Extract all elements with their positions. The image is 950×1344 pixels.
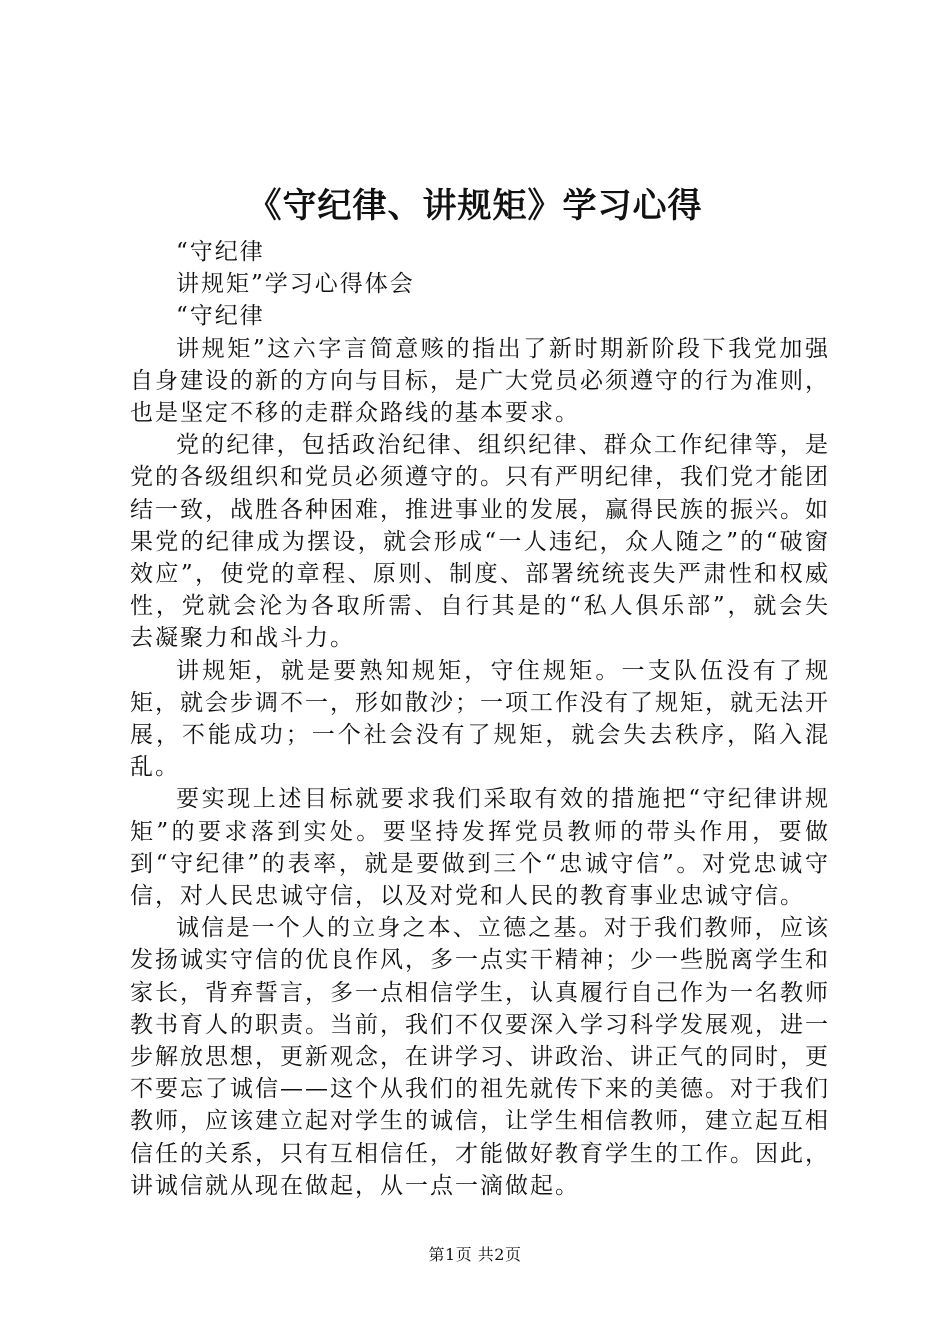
paragraph-1: “守纪律 (176, 239, 265, 265)
paragraph-7: 要实现上述目标就要求我们采取有效的措施把“守纪律讲规矩”的要求落到实处。要坚持发挥党员教师的带头作用，要做到“守纪律”的表率，就是要做到三个“忠诚守信”。对党忠诚守信，对人民忠诚守信，以及对党和人民的教育事业忠诚守信。 (130, 786, 830, 910)
document-body (130, 236, 830, 1202)
paragraph-8: 诚信是一个人的立身之本、立德之基。对于我们教师，应该发扬诚实守信的优良作风，多一点实干精神；少一些脱离学生和家长，背弃誓言，多一点相信学生，认真履行自己作为一名教师教书育人的职责。当前，我们不仅要深入学习科学发展观，进一步解放思想，更新观念，在讲学习、讲政治、讲正气的同时，更不要忘了诚信——这个从我们的祖先就传下来的美德。对于我们教师，应该建立起对学生的诚信，让学生相信教师，建立起互相信任的关系，只有互相信任，才能做好教育学生的工作。因此，讲诚信就从现在做起，从一点一滴做起。 (130, 915, 830, 1199)
paragraph-5: 党的纪律，包括政治纪律、组织纪律、群众工作纪律等，是党的各级组织和党员必须遵守的。只有严明纪律，我们党才能团结一致，战胜各种困难，推进事业的发展，赢得民族的振兴。如果党的纪律成为摆设，就会形成“一人违纪，众人随之”的“破窗效应”，使党的章程、原则、制度、部署统统丧失严肃性和权威性，党就会沦为各取所需、自行其是的“私人俱乐部”，就会失去凝聚力和战斗力。 (130, 432, 830, 652)
document-title: 《守纪律、讲规矩》学习心得 (247, 186, 703, 226)
paragraph-3: “守纪律 (176, 303, 265, 330)
paragraph-6: 讲规矩，就是要熟知规矩，守住规矩。一支队伍没有了规矩，就会步调不一，形如散沙；一项工作没有了规矩，就无法开展，不能成功；一个社会没有了规矩，就会失去秩序，陷入混乱。 (130, 657, 830, 781)
paragraph-4: 讲规矩”这六字言简意赅的指出了新时期新阶段下我党加强自身建设的新的方向与目标，是广大党员必须遵守的行为准则，也是坚定不移的走群众路线的基本要求。 (130, 335, 830, 427)
page-number-footer: 第1页 共2页 (428, 1245, 522, 1264)
paragraph-2: 讲规矩”学习心得体会 (176, 271, 415, 298)
